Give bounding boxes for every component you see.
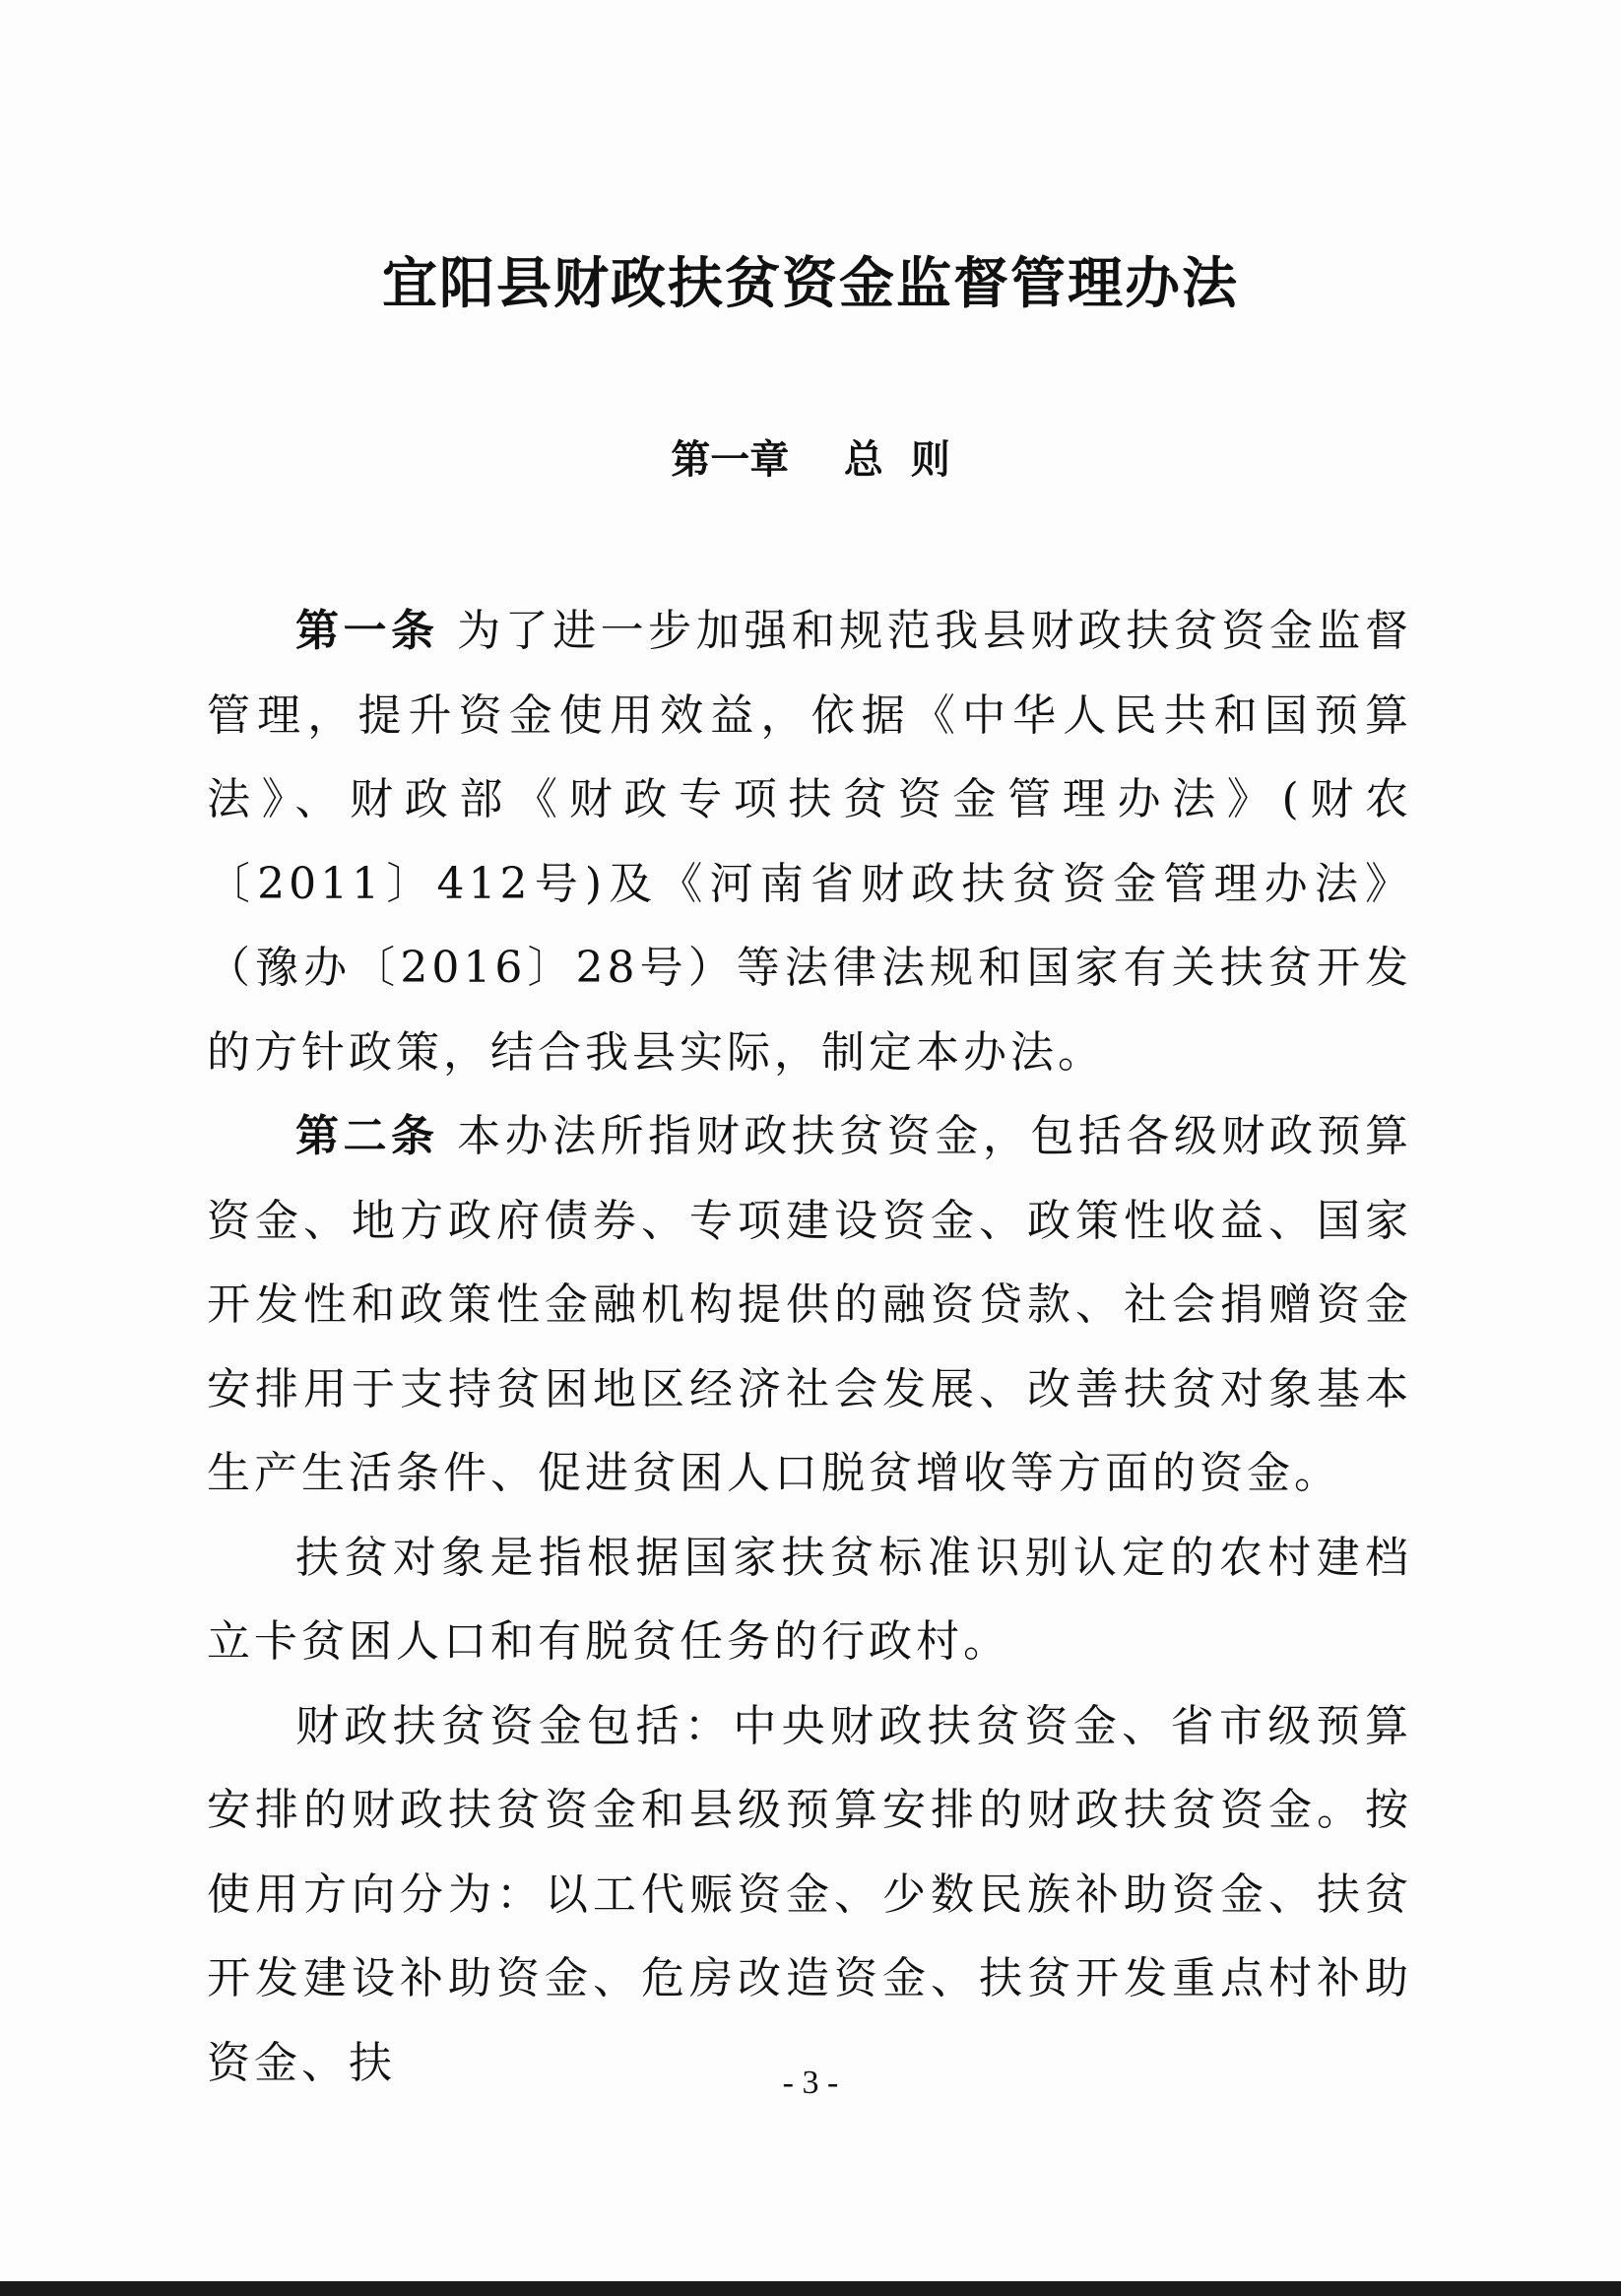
article-2-text: 本办法所指财政扶贫资金，包括各级财政预算资金、地方政府债券、专项建设资金、政策性收益、国家开发性和政策性金融机构提供的融资贷款、社会捐赠资金安排用于支持贫困地区经济社会发展、改善扶贫对象基本生产生活条件、促进贫困人口脱贫增收等方面的资金。 — [207, 1111, 1412, 1498]
scan-bottom-edge — [0, 2281, 1621, 2296]
document-title: 宜阳县财政扶贫资金监督管理办法 — [382, 251, 1239, 316]
page-number: - 3 - — [782, 2065, 839, 2101]
article-2-lead: 第二条 — [295, 1111, 439, 1161]
chapter-heading: 第一章 总 则 — [671, 437, 950, 483]
article-2-paragraph — [207, 1094, 1412, 1516]
article-1-lead: 第一条 — [295, 606, 439, 656]
fund-types-text: 财政扶贫资金包括：中央财政扶贫资金、省市级预算安排的财政扶贫资金和县级预算安排的财政扶贫资金。按使用方向分为：以工代赈资金、少数民族补助资金、扶贫开发建设补助资金、危房改造资金、扶贫开发重点村补助资金、扶 — [207, 1700, 1412, 2088]
poverty-target-text: 扶贫对象是指根据国家扶贫标准识别认定的农村建档立卡贫困人口和有脱贫任务的行政村。 — [207, 1532, 1412, 1667]
poverty-target-paragraph — [207, 1516, 1412, 1684]
fund-types-paragraph — [207, 1684, 1412, 2106]
article-1-paragraph — [207, 589, 1412, 1094]
document-body — [207, 589, 1412, 2105]
article-1-text: 为了进一步加强和规范我县财政扶贫资金监督管理，提升资金使用效益，依据《中华人民共和国预算法》、财政部《财政专项扶贫资金管理办法》(财农〔2011〕412号)及《河南省财政扶贫资金管理办法》（豫办〔2016〕28号）等法律法规和国家有关扶贫开发的方针政策，结合我县实际，制定本办法。 — [207, 606, 1412, 1078]
